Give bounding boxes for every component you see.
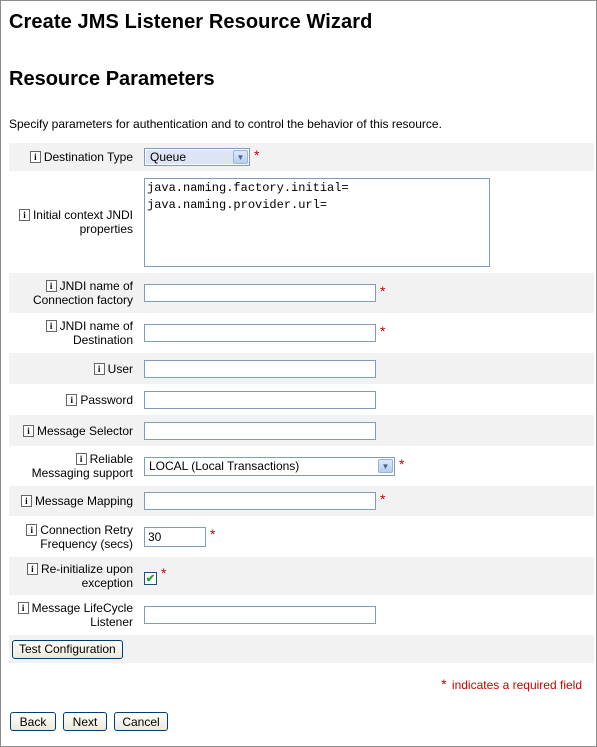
row-message-selector <box>9 415 594 446</box>
password-label: Password <box>80 392 133 407</box>
row-reinitialize <box>9 557 594 595</box>
row-message-mapping <box>9 486 594 516</box>
info-icon[interactable]: i <box>76 453 87 465</box>
row-retry-frequency <box>9 516 594 557</box>
message-selector-label: Message Selector <box>36 423 133 438</box>
row-password <box>9 384 594 415</box>
retry-frequency-input[interactable] <box>144 527 206 547</box>
destination-input[interactable] <box>144 324 376 342</box>
back-button[interactable]: Back <box>10 712 56 731</box>
info-icon[interactable]: i <box>66 394 77 406</box>
cancel-button[interactable]: Cancel <box>114 712 168 731</box>
info-icon[interactable]: i <box>19 209 30 221</box>
reliable-messaging-label: Reliable <box>89 452 133 466</box>
row-user <box>9 353 594 384</box>
message-mapping-label: Message Mapping <box>34 494 133 508</box>
required-marker: * <box>380 323 386 339</box>
required-marker: * <box>399 455 405 472</box>
connection-factory-input[interactable] <box>144 284 376 302</box>
info-icon[interactable]: i <box>27 563 38 575</box>
destination-type-label: Destination Type <box>43 150 133 164</box>
reinitialize-label-line2: exception <box>81 576 133 590</box>
info-icon[interactable]: i <box>46 320 57 332</box>
intro-text: Specify parameters for authentication and to control the behavior of this resource. <box>9 117 442 131</box>
reinitialize-checkbox[interactable]: ✔ <box>145 572 156 585</box>
destination-type-select[interactable] <box>144 148 250 166</box>
info-icon[interactable]: i <box>26 524 37 536</box>
reliable-messaging-label-line2: Messaging support <box>31 466 133 480</box>
wizard-title: Create JMS Listener Resource Wizard <box>9 11 373 33</box>
section-title: Resource Parameters <box>9 68 215 90</box>
property-line: java.naming.factory.initial= <box>147 180 349 195</box>
lifecycle-listener-label: Message LifeCycle <box>31 601 133 615</box>
info-icon[interactable]: i <box>46 280 57 292</box>
required-marker: * <box>161 564 167 581</box>
resource-parameters-form <box>9 143 594 663</box>
reliable-messaging-select[interactable] <box>144 457 395 476</box>
message-selector-input[interactable] <box>144 422 376 440</box>
initial-context-label: Initial context JNDI <box>32 208 133 222</box>
destination-label-line2: Destination <box>72 333 133 347</box>
info-icon[interactable]: i <box>94 363 105 375</box>
initial-context-label-line2: properties <box>79 222 133 236</box>
info-icon[interactable]: i <box>23 425 34 437</box>
required-marker: * <box>254 147 260 163</box>
lifecycle-listener-label-line2: Listener <box>90 615 133 629</box>
reinitialize-label: Re-initialize upon <box>40 562 133 576</box>
required-note-text: indicates a required field <box>451 678 582 692</box>
message-mapping-input[interactable] <box>144 492 376 510</box>
destination-label: JNDI name of <box>59 319 133 333</box>
required-marker: * <box>380 491 386 507</box>
test-configuration-button[interactable]: Test Configuration <box>12 640 123 659</box>
retry-frequency-label-line2: Frequency (secs) <box>40 536 133 551</box>
initial-context-textarea[interactable] <box>144 178 490 267</box>
chevron-down-icon[interactable]: ▼ <box>378 459 393 473</box>
lifecycle-listener-input[interactable] <box>144 606 376 624</box>
user-input[interactable] <box>144 360 376 378</box>
password-input[interactable] <box>144 391 376 409</box>
row-initial-context <box>9 171 594 273</box>
info-icon[interactable]: i <box>21 495 32 507</box>
row-reliable-messaging <box>9 446 594 486</box>
property-line: java.naming.provider.url= <box>147 197 328 212</box>
info-icon[interactable]: i <box>30 151 41 163</box>
required-field-note <box>441 676 582 692</box>
info-icon[interactable]: i <box>18 602 29 614</box>
wizard-navigation <box>10 712 168 731</box>
destination-type-value: Queue <box>146 150 233 164</box>
row-destination-type <box>9 143 594 171</box>
required-marker: * <box>210 525 216 542</box>
reliable-messaging-value: LOCAL (Local Transactions) <box>149 459 300 473</box>
required-marker: * <box>380 283 386 299</box>
row-connection-factory <box>9 273 594 313</box>
row-destination <box>9 313 594 353</box>
row-test-configuration <box>9 635 594 663</box>
connection-factory-label-line2: Connection factory <box>32 293 133 307</box>
next-button[interactable]: Next <box>63 712 107 731</box>
required-marker: * <box>441 676 447 692</box>
chevron-down-icon[interactable]: ▼ <box>233 150 248 164</box>
row-lifecycle-listener <box>9 595 594 635</box>
retry-frequency-label: Connection Retry <box>40 522 133 537</box>
connection-factory-label: JNDI name of <box>59 279 133 293</box>
user-label: User <box>107 361 133 376</box>
